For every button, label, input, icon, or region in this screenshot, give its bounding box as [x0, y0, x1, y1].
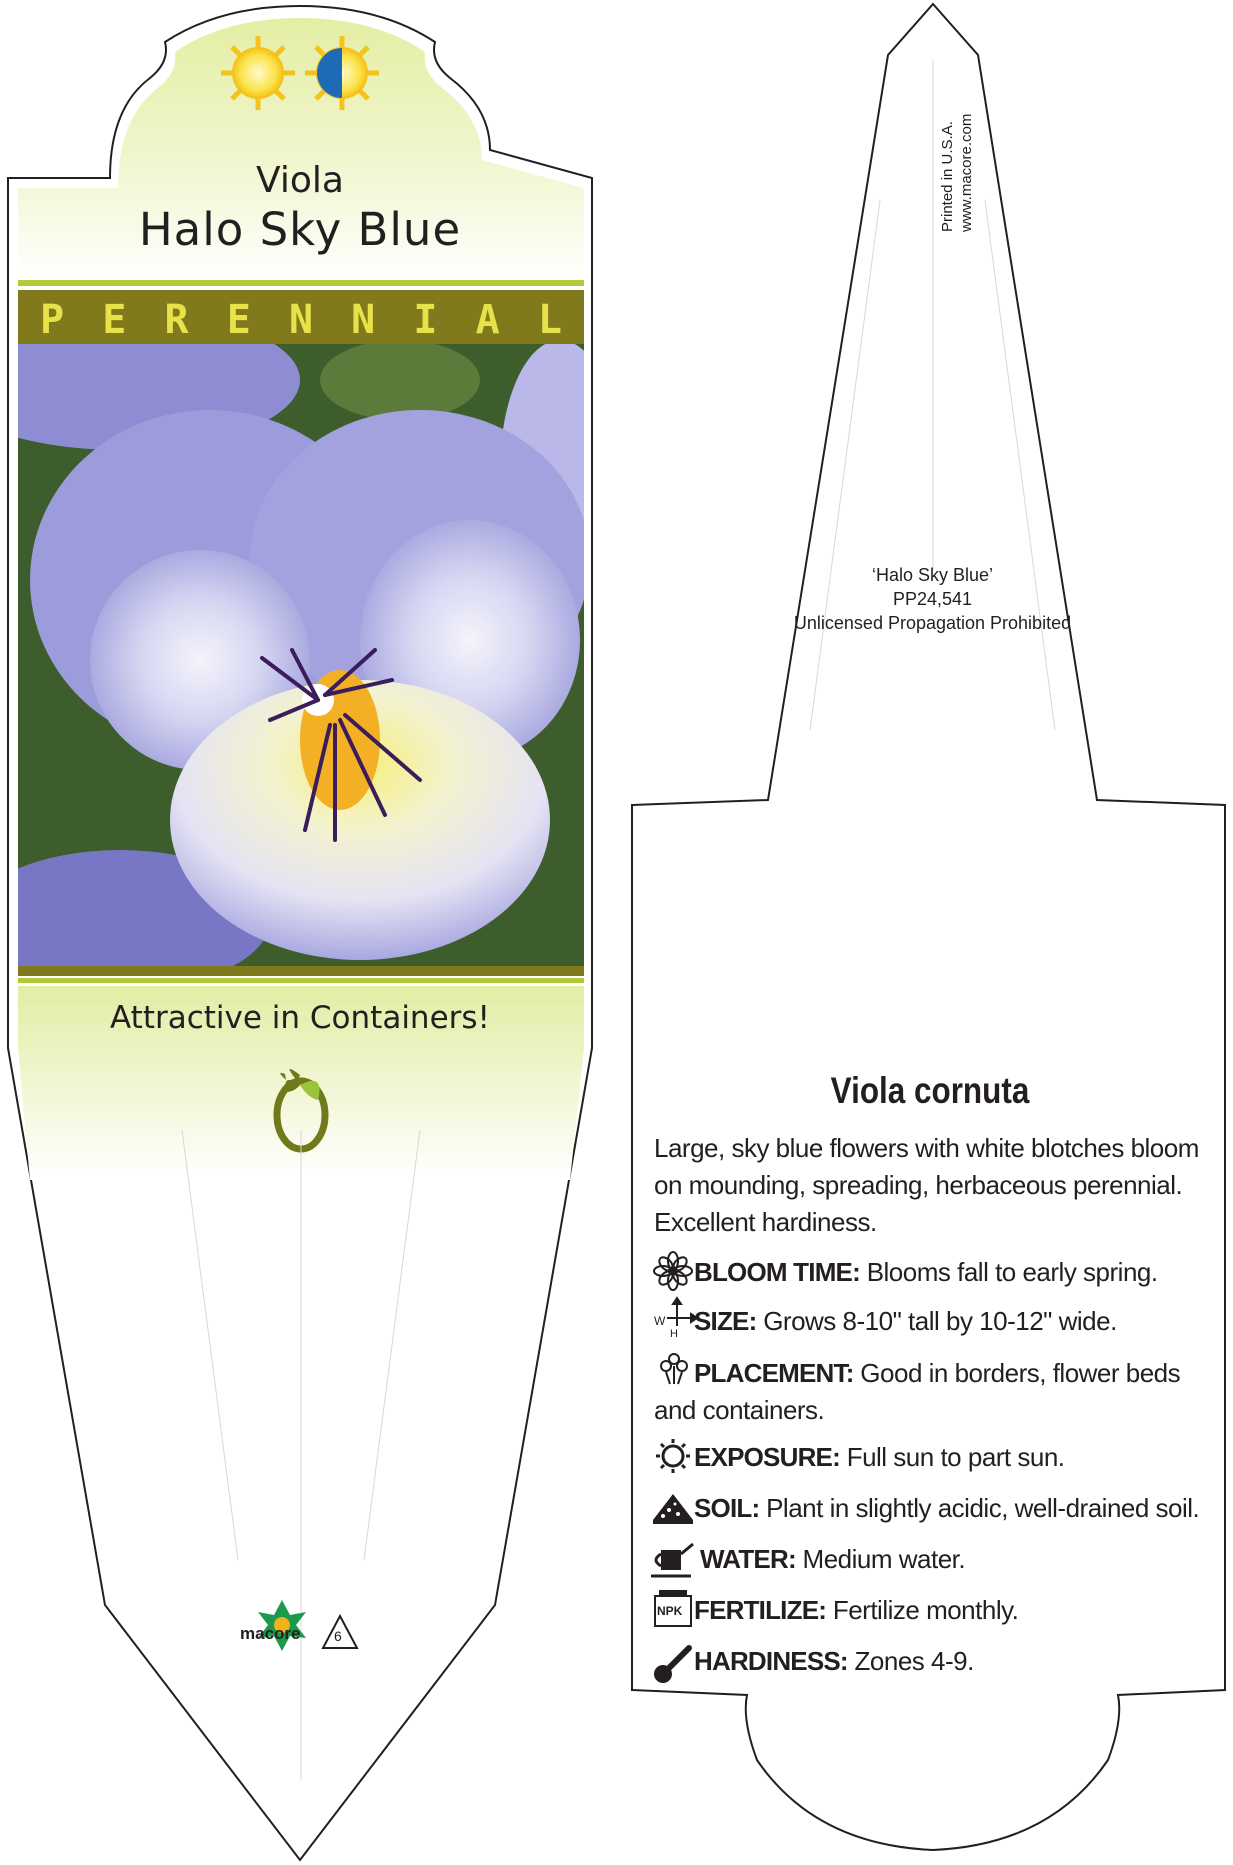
attr-text: Fertilize monthly. — [832, 1595, 1019, 1625]
attr-bloom-time — [654, 1254, 1219, 1291]
category-letter: P — [40, 297, 65, 343]
tagline: Attractive in Containers! — [110, 1000, 490, 1036]
attr-label: SIZE: — [694, 1306, 757, 1336]
attr-exposure — [654, 1439, 1219, 1476]
attr-text: Blooms fall to early spring. — [866, 1257, 1158, 1287]
attr-label: BLOOM TIME: — [694, 1257, 860, 1287]
patent-number: PP24,541 — [892, 589, 973, 609]
attr-text: Medium water. — [802, 1544, 966, 1574]
category-letter: N — [351, 297, 376, 343]
attr-label: WATER: — [700, 1544, 796, 1574]
attr-placement — [654, 1355, 1219, 1429]
attr-label: SOIL: — [694, 1493, 760, 1523]
attr-text: Good in borders, flower beds and containers. — [654, 1358, 1181, 1425]
category-letter: E — [102, 297, 127, 343]
plant-variety-name: Halo Sky Blue — [138, 203, 462, 256]
attr-text: Grows 8-10" tall by 10-12" wide. — [763, 1306, 1117, 1336]
patent-notice: Unlicensed Propagation Prohibited — [793, 613, 1072, 633]
print-info — [938, 114, 976, 232]
attr-water — [654, 1541, 1219, 1578]
attr-soil — [654, 1490, 1219, 1527]
category-letter: N — [288, 297, 314, 343]
part-sun-icon — [305, 36, 379, 110]
attr-text: Plant in slightly acidic, well-drained soil. — [766, 1493, 1200, 1523]
viola-photo — [0, 310, 620, 990]
attr-label: PLACEMENT: — [694, 1358, 854, 1388]
attr-text: Full sun to part sun. — [846, 1442, 1065, 1472]
plant-genus: Viola — [256, 160, 344, 201]
size-w-letter: W — [654, 1314, 666, 1328]
printed-in: Printed in U.S.A. — [939, 121, 956, 232]
npk-label: NPK — [657, 1604, 683, 1618]
attr-text: Zones 4-9. — [854, 1646, 974, 1676]
attr-hardiness — [654, 1643, 1219, 1680]
attr-label: FERTILIZE: — [694, 1595, 827, 1625]
full-sun-icon — [221, 36, 295, 110]
attr-size — [654, 1303, 1219, 1340]
category-letter: R — [164, 297, 189, 343]
size-h-letter: H — [670, 1328, 678, 1340]
perennial-band — [18, 296, 584, 344]
attr-label: HARDINESS: — [694, 1646, 848, 1676]
species-title: Viola cornuta — [830, 1070, 1030, 1111]
recycle-number: 6 — [334, 1628, 342, 1644]
patent-block — [700, 563, 1165, 635]
category-letter: L — [537, 297, 562, 343]
category-letter: A — [475, 297, 500, 343]
category-letter: I — [413, 297, 438, 343]
website: www.macore.com — [958, 113, 975, 232]
brand-logo-text: macore — [240, 1624, 301, 1643]
attr-fertilize — [654, 1592, 1219, 1629]
patent-name: ‘Halo Sky Blue’ — [871, 565, 994, 585]
attr-label: EXPOSURE: — [694, 1442, 840, 1472]
category-letter: E — [226, 297, 251, 343]
description: Large, sky blue flowers with white blotches bloom on mounding, spreading, herbaceous perennial. Excellent hardiness. — [654, 1133, 1199, 1237]
